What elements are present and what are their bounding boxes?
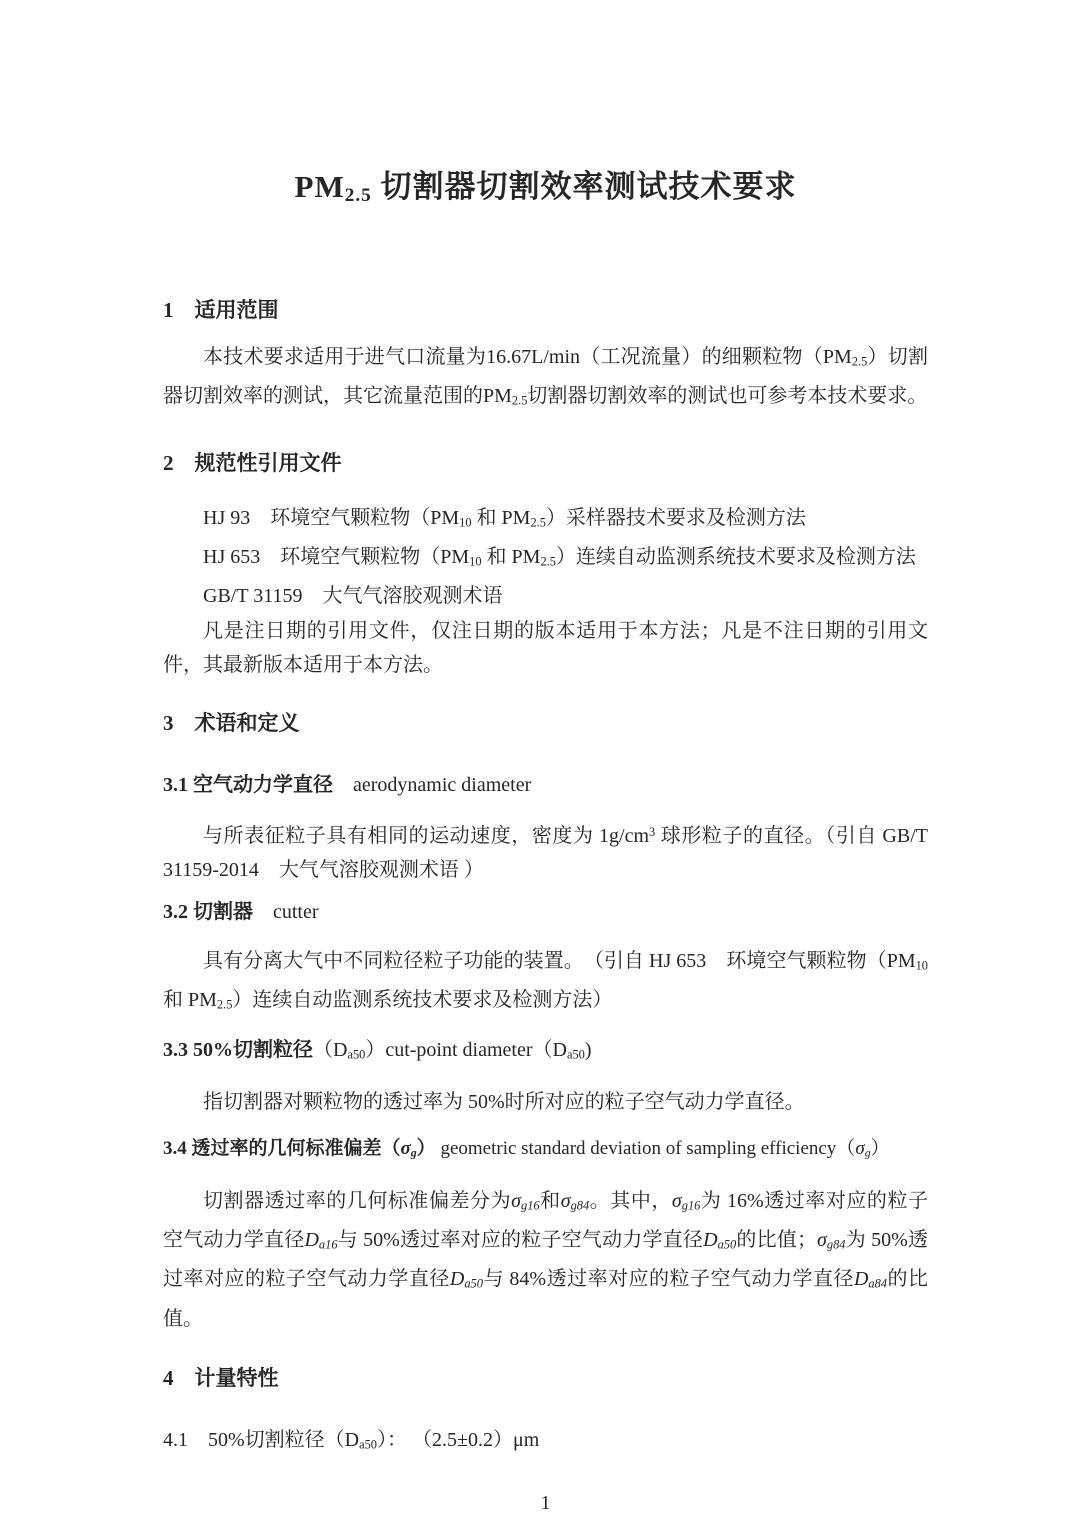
page-number: 1 bbox=[540, 1491, 551, 1514]
item-4-1-line: 4.1 50%切割粒径（Da50）： （2.5±0.2）μm bbox=[163, 1429, 540, 1452]
section-1-heading: 1 适用范围 bbox=[163, 298, 279, 323]
references-note-paragraph: 凡是注日期的引用文件，仅注日期的版本适用于本方法；凡是不注日期的引用文件，其最新版本适用于本方法。 bbox=[163, 619, 928, 677]
reference-gbt31159: GB/T 31159 大气气溶胶观测术语 bbox=[203, 585, 503, 608]
term-3-2-heading: 3.2 切割器 cutter bbox=[163, 900, 319, 923]
section-2-heading: 2 规范性引用文件 bbox=[163, 450, 342, 475]
term-3-2-definition: 具有分离大气中不同粒径粒子功能的装置。 （引自 HJ 653 环境空气颗粒物（PM10 和 PM2.5）连续自动监测系统技术要求及检测方法） bbox=[163, 949, 928, 1012]
term-3-3-definition: 指切割器对颗粒物的透过率为 50%时所对应的粒子空气动力学直径。 bbox=[203, 1090, 805, 1113]
section-1-paragraph: 本技术要求适用于进气口流量为16.67L/min（工况流量）的细颗粒物（PM2.5）切割器切割效率的测试，其它流量范围的PM2.5切割器切割效率的测试也可参考本技术要求。 bbox=[163, 346, 928, 409]
reference-hj93: HJ 93 环境空气颗粒物（PM10 和 PM2.5）采样器技术要求及检测方法 bbox=[203, 506, 806, 530]
term-3-4-definition: 切割器透过率的几何标准偏差分为σg16和σg84。其中，σg16为 16%透过率对应的粒子空气动力学直径Da16与 50%透过率对应的粒子空气动力学直径Da50的比值；σg84为 50%透过率对应的粒子空气动力学直径Da50与 84%透过率对应的粒子空气动力学直径Da84的比值。 bbox=[163, 1190, 929, 1330]
section-3-heading: 3 术语和定义 bbox=[163, 710, 300, 735]
reference-hj653: HJ 653 环境空气颗粒物（PM10 和 PM2.5）连续自动监测系统技术要求及检测方法 bbox=[203, 545, 916, 569]
term-3-4-heading: 3.4 透过率的几何标准偏差（σg） geometric standard deviation of sampling efficiency（σg） bbox=[163, 1138, 890, 1161]
term-3-1-heading: 3.1 空气动力学直径 aerodynamic diameter bbox=[163, 773, 532, 796]
term-3-1-definition: 与所表征粒子具有相同的运动速度，密度为 $1g/cm^3$ 球形粒子的直径。（引自 GB/T 31159-2014 大气气溶胶观测术语 ） bbox=[163, 824, 928, 882]
section-4-heading: 4 计量特性 bbox=[163, 1366, 279, 1391]
document-title: PM2.5 切割器切割效率测试技术要求 bbox=[294, 169, 797, 207]
term-3-3-heading: 3.3 50%切割粒径（Da50）cut-point diameter（Da50) bbox=[163, 1039, 592, 1062]
